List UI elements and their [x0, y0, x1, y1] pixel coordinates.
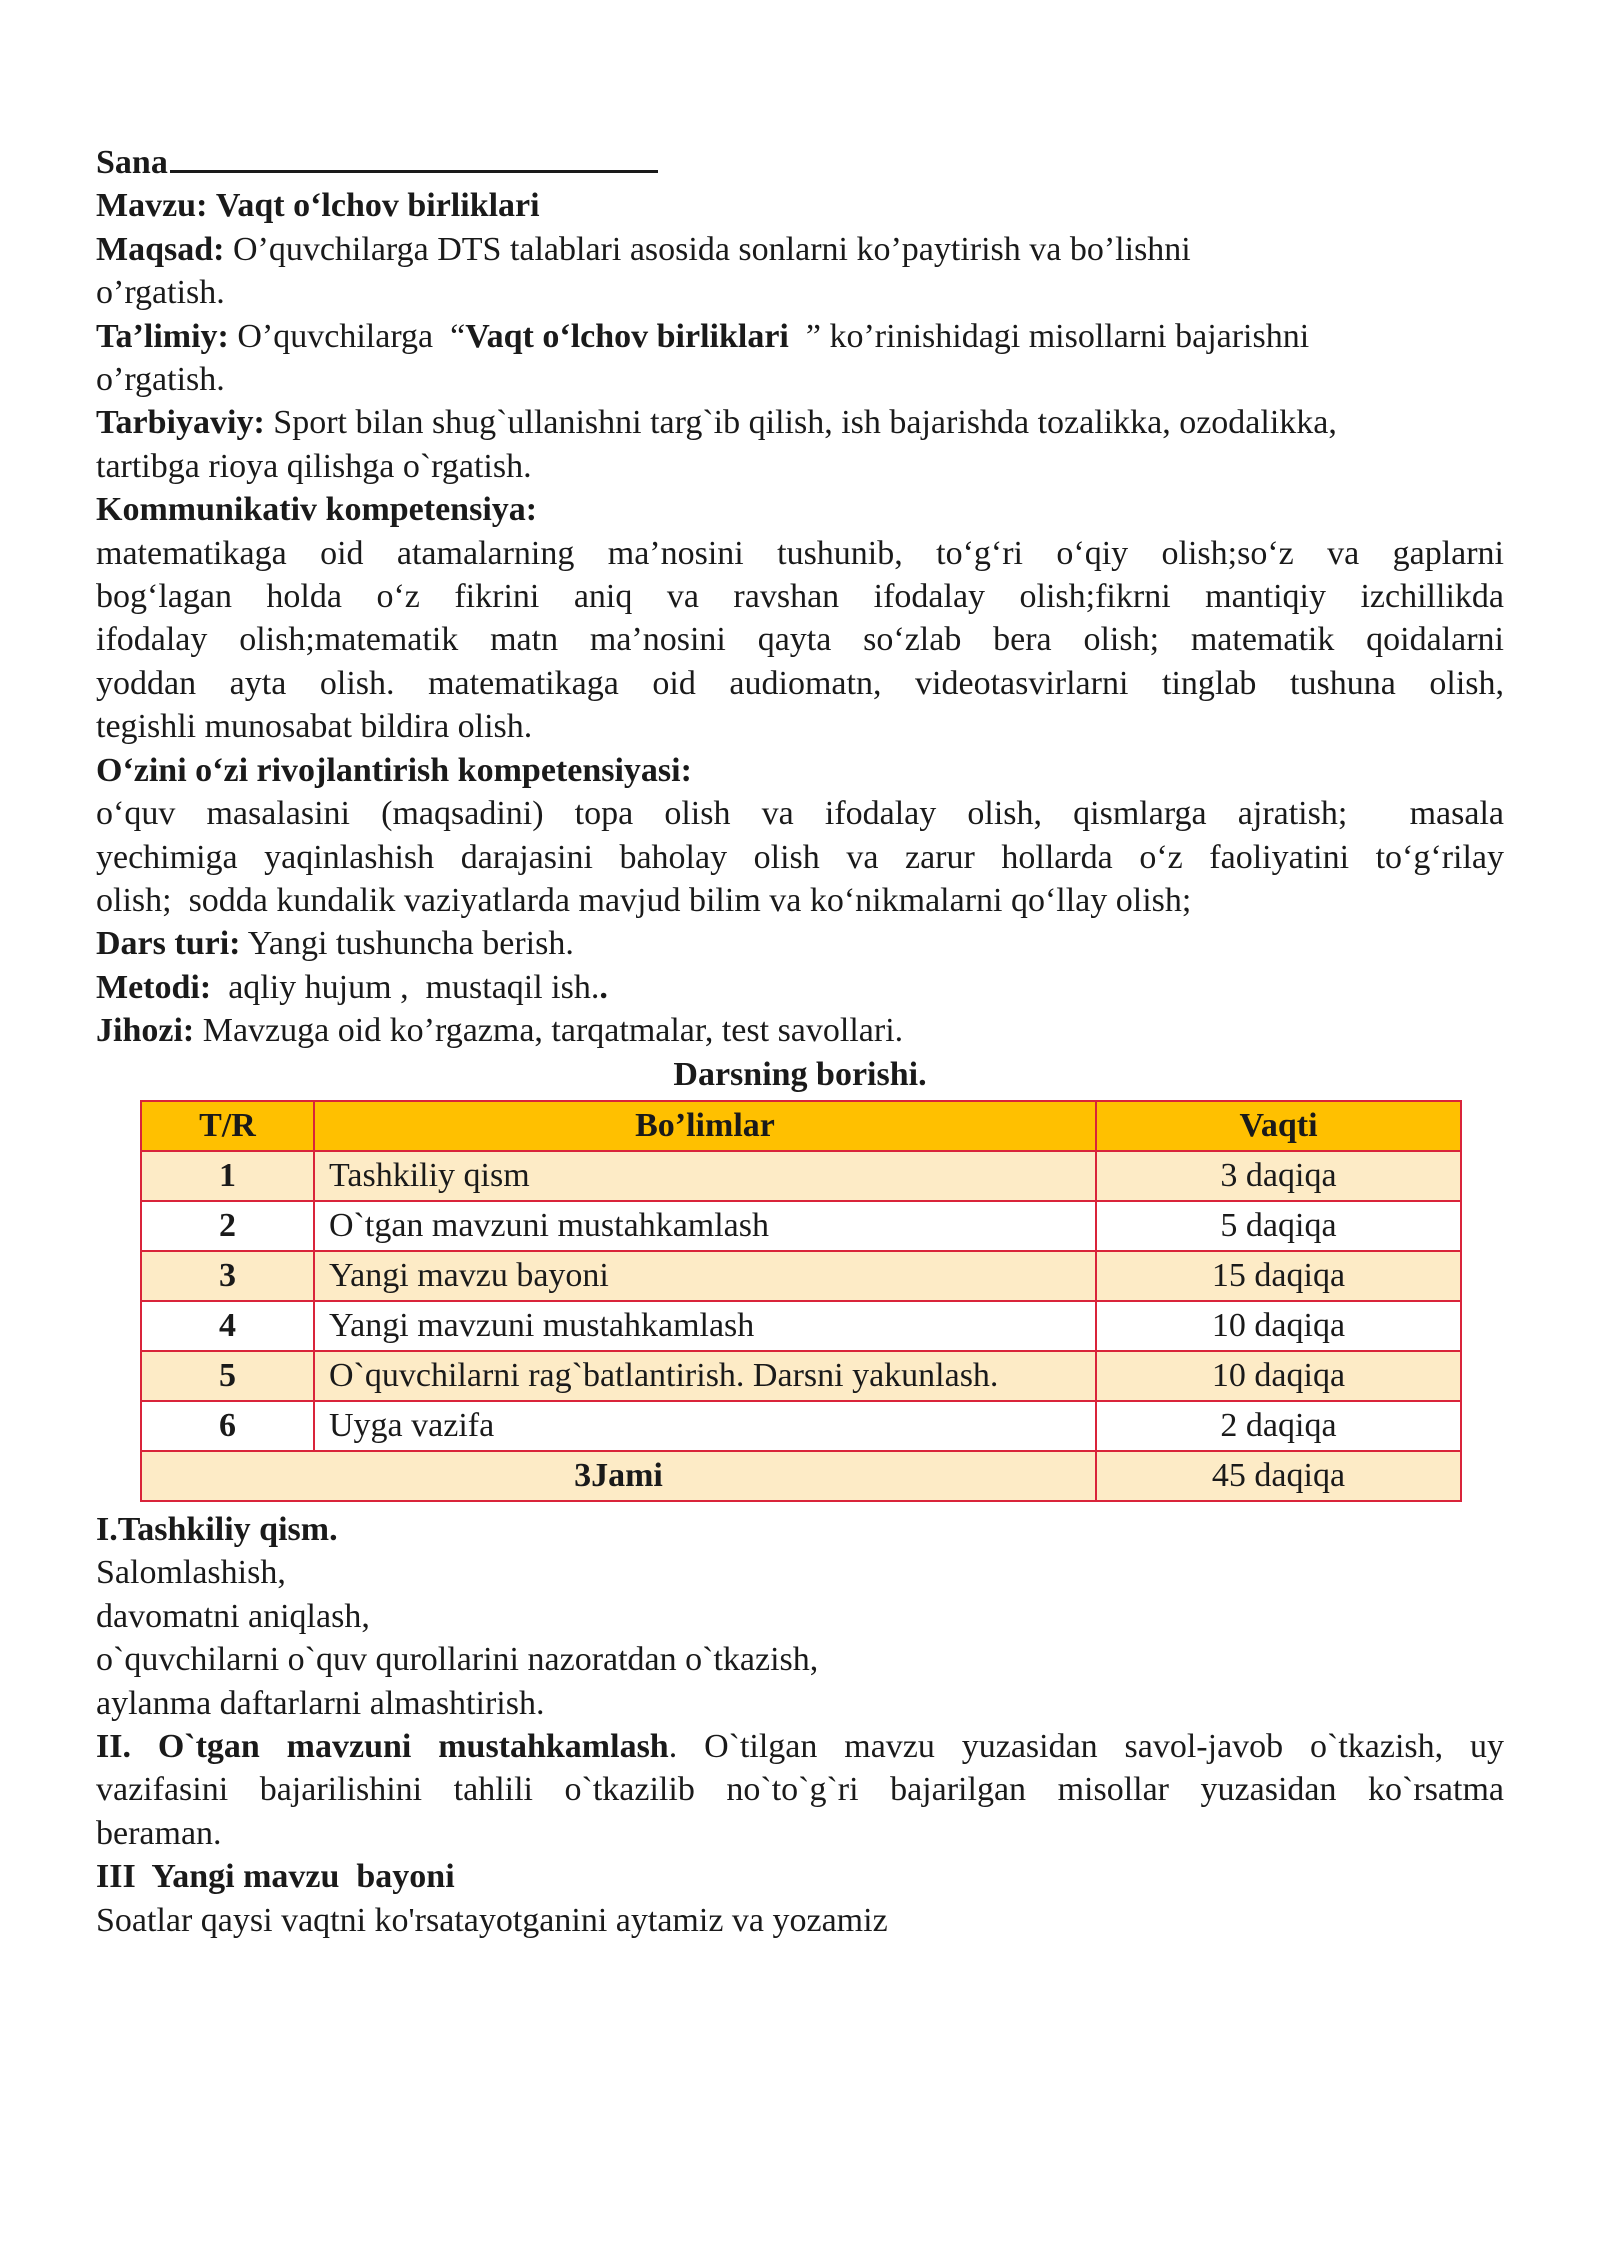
sana-label: Sana	[96, 144, 168, 181]
row-time: 5 daqiqa	[1096, 1201, 1461, 1251]
section1-title-text: I.Tashkiliy qism.	[96, 1510, 338, 1548]
mavzu-line	[96, 184, 1504, 227]
section3-title	[96, 1855, 1504, 1898]
section1-title	[96, 1508, 1504, 1551]
ozini-title-text: O‘zini o‘zi rivojlantirish kompetensiyasi:	[96, 751, 692, 789]
section1-item: o`quvchilarni o`quv qurollarini nazoratdan o`tkazish,	[96, 1641, 819, 1679]
section2-line-2: vazifasini bajarilishini tahlili o`tkazilib no`to`g`ri bajarilgan misollar yuzasidan ko`rsatma	[96, 1771, 1504, 1809]
metodi-line	[96, 966, 1504, 1009]
table-header-row	[141, 1101, 1461, 1151]
talimiy-bold: Vaqt o‘lchov birliklari	[465, 317, 789, 355]
row-time: 3 daqiqa	[1096, 1151, 1461, 1201]
talimiy-line-2: o’rgatish.	[96, 361, 225, 399]
ozini-line: olish; sodda kundalik vaziyatlarda mavjud bilim va ko‘nikmalarni qo‘llay olish;	[96, 881, 1192, 919]
kommunikativ-line: tegishli munosabat bildira olish.	[96, 708, 533, 746]
sana-blank	[170, 140, 658, 173]
row-section: Uyga vazifa	[314, 1401, 1096, 1451]
row-time: 2 daqiqa	[1096, 1401, 1461, 1451]
kommunikativ-line: ifodalay olish;matematik matn ma’nosini qayta so‘zlab bera olish; matematik qoidalarni	[96, 621, 1504, 659]
mavzu-label: Mavzu:	[96, 187, 208, 225]
section2-text: . O`tilgan mavzu yuzasidan savol-javob o`tkazish, uy	[668, 1727, 1505, 1765]
table-row	[141, 1151, 1461, 1201]
maqsad-line	[96, 228, 1504, 271]
row-number: 2	[141, 1201, 314, 1251]
dars-turi-line	[96, 922, 1504, 965]
ozini-paragraph	[96, 792, 1504, 922]
table-row	[141, 1251, 1461, 1301]
tarbiyaviy-line-2: tartibga rioya qilishga o`rgatish.	[96, 447, 532, 485]
maqsad-text: O’quvchilarga DTS talablari asosida sonlarni ko’paytirish va bo’lishni	[232, 230, 1191, 268]
section1-item: Salomlashish,	[96, 1554, 286, 1592]
talimiy-line	[96, 315, 1504, 358]
section2-line-3: beraman.	[96, 1814, 222, 1852]
dars-turi-label: Dars turi:	[96, 925, 241, 963]
ozini-line: o‘quv masalasini (maqsadini) topa olish va ifodalay olish, qismlarga ajratish; masala	[96, 795, 1504, 833]
jihozi-line	[96, 1009, 1504, 1052]
maqsad-label: Maqsad:	[96, 230, 225, 268]
metodi-end: .	[599, 968, 608, 1006]
table-row	[141, 1201, 1461, 1251]
section2-title: II. O`tgan mavzuni mustahkamlash	[96, 1727, 669, 1765]
lesson-plan-table	[140, 1100, 1462, 1502]
section2-line	[96, 1725, 1504, 1768]
row-time: 15 daqiqa	[1096, 1251, 1461, 1301]
table-row	[141, 1351, 1461, 1401]
row-number: 5	[141, 1351, 314, 1401]
row-section: Yangi mavzu bayoni	[314, 1251, 1096, 1301]
table-caption: Darsning borishi.	[673, 1055, 927, 1093]
tarbiyaviy-line	[96, 401, 1504, 444]
tarbiyaviy-text: Sport bilan shug`ullanishni targ`ib qilish, ish bajarishda tozalikka, ozodalikka,	[273, 404, 1337, 442]
header-time: Vaqti	[1096, 1101, 1461, 1151]
table-row	[141, 1301, 1461, 1351]
row-number: 3	[141, 1251, 314, 1301]
row-section: O`tgan mavzuni mustahkamlash	[314, 1201, 1096, 1251]
talimiy-post: ” ko’rinishidagi misollarni bajarishni	[788, 317, 1310, 355]
section1-item: aylanma daftarlarni almashtirish.	[96, 1684, 545, 1722]
talimiy-pre: O’quvchilarga “	[237, 317, 466, 355]
mavzu-value: Vaqt o‘lchov birliklari	[215, 187, 540, 225]
row-number: 6	[141, 1401, 314, 1451]
talimiy-label: Ta’limiy:	[96, 317, 229, 355]
ozini-line: yechimiga yaqinlashish darajasini baholay olish va zarur hollarda o‘z faoliyatini to‘g‘rilay	[96, 838, 1504, 876]
dars-turi-value: Yangi tushuncha berish.	[247, 925, 574, 963]
kommunikativ-line: matematikaga oid atamalarning ma’nosini tushunib, to‘g‘ri o‘qiy olish;so‘z va gaplarni	[96, 534, 1504, 572]
table-total-row	[141, 1451, 1461, 1501]
kommunikativ-title-text: Kommunikativ kompetensiya:	[96, 491, 538, 529]
kommunikativ-title	[96, 488, 1504, 531]
row-time: 10 daqiqa	[1096, 1301, 1461, 1351]
row-section: O`quvchilarni rag`batlantirish. Darsni yakunlash.	[314, 1351, 1096, 1401]
header-sections: Bo’limlar	[314, 1101, 1096, 1151]
row-number: 4	[141, 1301, 314, 1351]
ozini-title	[96, 749, 1504, 792]
total-label: 3Jami	[141, 1451, 1096, 1501]
maqsad-line-2: o’rgatish.	[96, 274, 225, 312]
table-row	[141, 1401, 1461, 1451]
jihozi-label: Jihozi:	[96, 1012, 195, 1050]
kommunikativ-paragraph	[96, 532, 1504, 749]
header-tr: T/R	[141, 1101, 314, 1151]
metodi-label: Metodi:	[96, 968, 212, 1006]
section1-item: davomatni aniqlash,	[96, 1597, 370, 1635]
jihozi-value: Mavzuga oid ko’rgazma, tarqatmalar, test savollari.	[202, 1012, 904, 1050]
row-time: 10 daqiqa	[1096, 1351, 1461, 1401]
kommunikativ-line: yoddan ayta olish. matematikaga oid audiomatn, videotasvirlarni tinglab tushuna olish,	[96, 664, 1504, 702]
row-number: 1	[141, 1151, 314, 1201]
kommunikativ-line: bog‘lagan holda o‘z fikrini aniq va ravshan ifodalay olish;fikrni mantiqiy izchillikda	[96, 578, 1504, 616]
metodi-value: aqliy hujum , mustaqil ish.	[219, 968, 600, 1006]
sana-line	[96, 140, 1504, 184]
row-section: Tashkiliy qism	[314, 1151, 1096, 1201]
section3-text: Soatlar qaysi vaqtni ko'rsatayotganini aytamiz va yozamiz	[96, 1901, 888, 1939]
total-time: 45 daqiqa	[1096, 1451, 1461, 1501]
row-section: Yangi mavzuni mustahkamlash	[314, 1301, 1096, 1351]
tarbiyaviy-label: Tarbiyaviy:	[96, 404, 265, 442]
section3-title-text: III Yangi mavzu bayoni	[96, 1858, 455, 1896]
